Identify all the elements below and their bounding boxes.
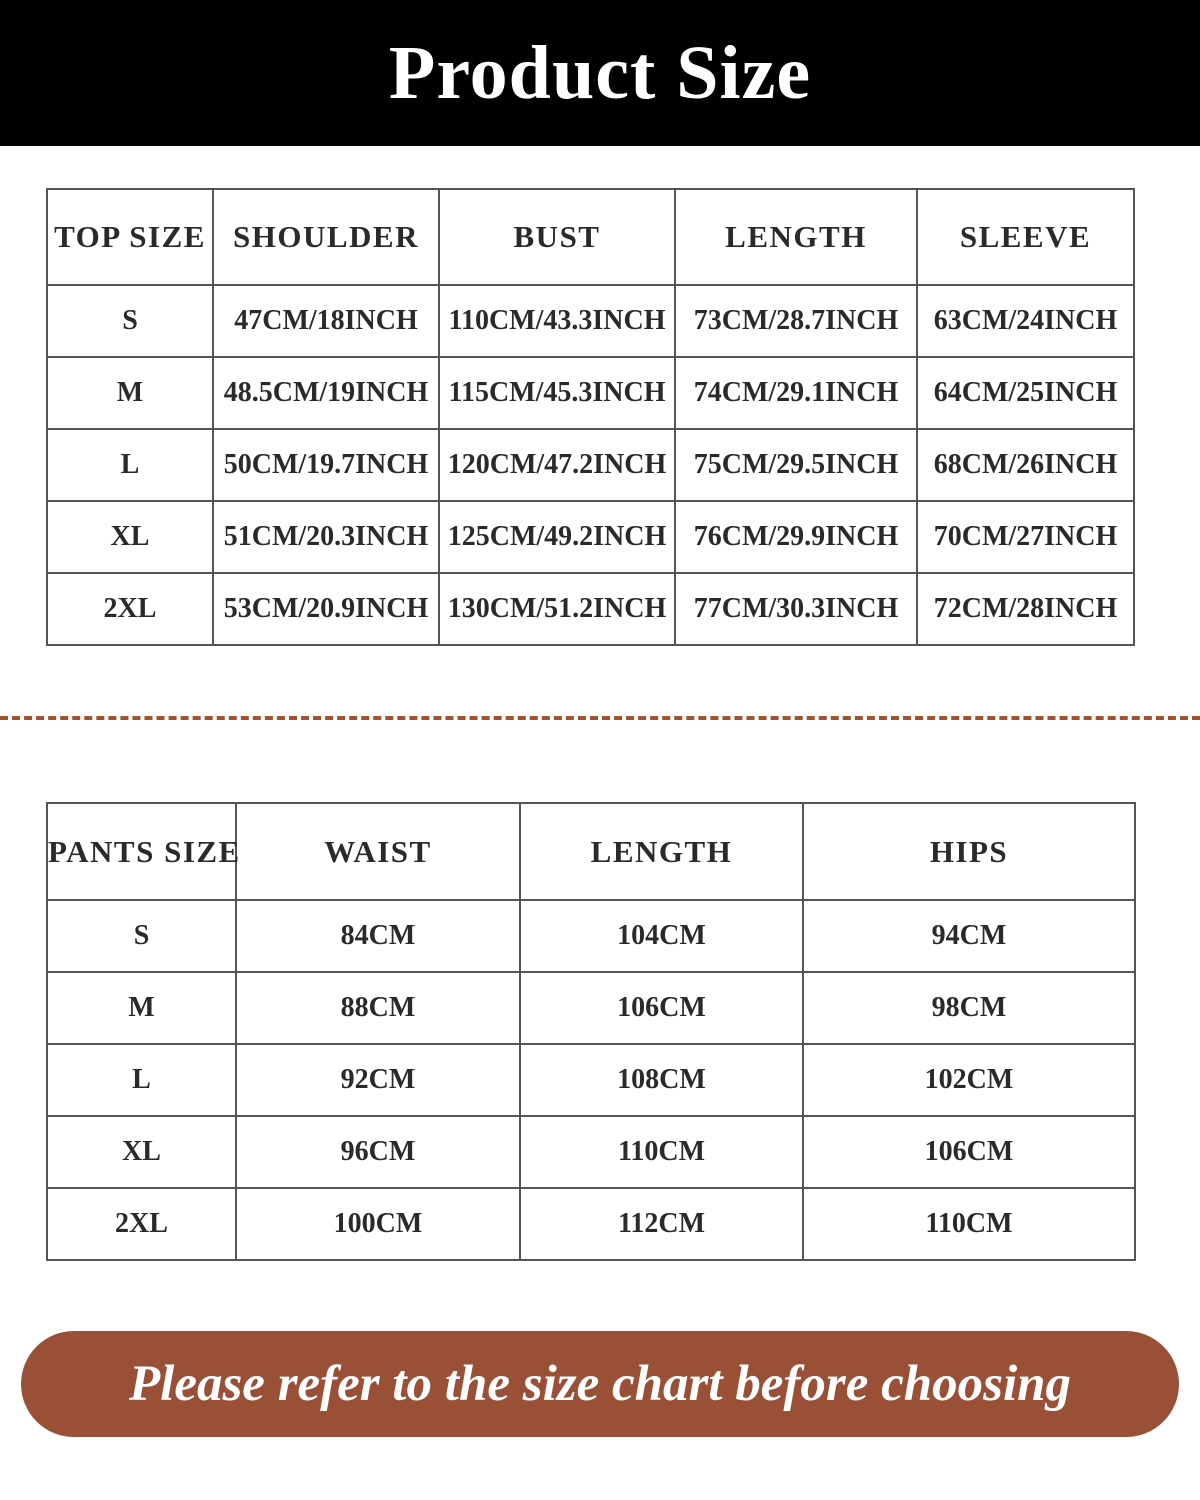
header-waist: WAIST: [236, 803, 520, 900]
shoulder-value: 50CM/19.7INCH: [213, 429, 439, 501]
sleeve-value: 72CM/28INCH: [917, 573, 1134, 645]
header-length: LENGTH: [520, 803, 803, 900]
waist-value: 92CM: [236, 1044, 520, 1116]
table-row: [47, 501, 1134, 573]
length-value: 108CM: [520, 1044, 803, 1116]
header-shoulder: SHOULDER: [213, 189, 439, 285]
shoulder-value: 47CM/18INCH: [213, 285, 439, 357]
sleeve-value: 70CM/27INCH: [917, 501, 1134, 573]
header-pants-size: PANTS SIZE: [47, 803, 236, 900]
header-length: LENGTH: [675, 189, 917, 285]
length-value: 76CM/29.9INCH: [675, 501, 917, 573]
header-top-size: TOP SIZE: [47, 189, 213, 285]
length-value: 104CM: [520, 900, 803, 972]
title-bar: [0, 0, 1200, 146]
table-row: [47, 1188, 1135, 1260]
top-table-header-row: [47, 189, 1134, 285]
hips-value: 110CM: [803, 1188, 1135, 1260]
waist-value: 100CM: [236, 1188, 520, 1260]
size-label: 2XL: [47, 573, 213, 645]
waist-value: 84CM: [236, 900, 520, 972]
bust-value: 125CM/49.2INCH: [439, 501, 675, 573]
shoulder-value: 48.5CM/19INCH: [213, 357, 439, 429]
pants-table-header-row: [47, 803, 1135, 900]
table-row: [47, 429, 1134, 501]
dashed-divider: [0, 716, 1200, 720]
table-row: [47, 573, 1134, 645]
shoulder-value: 53CM/20.9INCH: [213, 573, 439, 645]
size-label: XL: [47, 1116, 236, 1188]
table-row: [47, 1044, 1135, 1116]
shoulder-value: 51CM/20.3INCH: [213, 501, 439, 573]
sleeve-value: 68CM/26INCH: [917, 429, 1134, 501]
header-bust: BUST: [439, 189, 675, 285]
waist-value: 88CM: [236, 972, 520, 1044]
length-value: 77CM/30.3INCH: [675, 573, 917, 645]
bust-value: 130CM/51.2INCH: [439, 573, 675, 645]
size-label: S: [47, 285, 213, 357]
length-value: 106CM: [520, 972, 803, 1044]
size-label: S: [47, 900, 236, 972]
table-row: [47, 1116, 1135, 1188]
length-value: 73CM/28.7INCH: [675, 285, 917, 357]
table-row: [47, 900, 1135, 972]
header-hips: HIPS: [803, 803, 1135, 900]
table-row: [47, 357, 1134, 429]
length-value: 75CM/29.5INCH: [675, 429, 917, 501]
table-row: [47, 972, 1135, 1044]
header-sleeve: SLEEVE: [917, 189, 1134, 285]
top-size-table: [46, 188, 1135, 646]
sleeve-value: 63CM/24INCH: [917, 285, 1134, 357]
table-row: [47, 285, 1134, 357]
hips-value: 106CM: [803, 1116, 1135, 1188]
waist-value: 96CM: [236, 1116, 520, 1188]
length-value: 110CM: [520, 1116, 803, 1188]
bust-value: 115CM/45.3INCH: [439, 357, 675, 429]
length-value: 112CM: [520, 1188, 803, 1260]
bust-value: 110CM/43.3INCH: [439, 285, 675, 357]
size-label: M: [47, 357, 213, 429]
size-label: L: [47, 1044, 236, 1116]
notice-banner: [21, 1331, 1179, 1437]
page-title: Product Size: [388, 30, 812, 115]
sleeve-value: 64CM/25INCH: [917, 357, 1134, 429]
size-label: L: [47, 429, 213, 501]
hips-value: 102CM: [803, 1044, 1135, 1116]
pants-size-table: [46, 802, 1136, 1261]
size-label: XL: [47, 501, 213, 573]
hips-value: 94CM: [803, 900, 1135, 972]
length-value: 74CM/29.1INCH: [675, 357, 917, 429]
bust-value: 120CM/47.2INCH: [439, 429, 675, 501]
size-label: M: [47, 972, 236, 1044]
notice-text: Please refer to the size chart before choosing: [129, 1356, 1071, 1412]
size-label: 2XL: [47, 1188, 236, 1260]
hips-value: 98CM: [803, 972, 1135, 1044]
